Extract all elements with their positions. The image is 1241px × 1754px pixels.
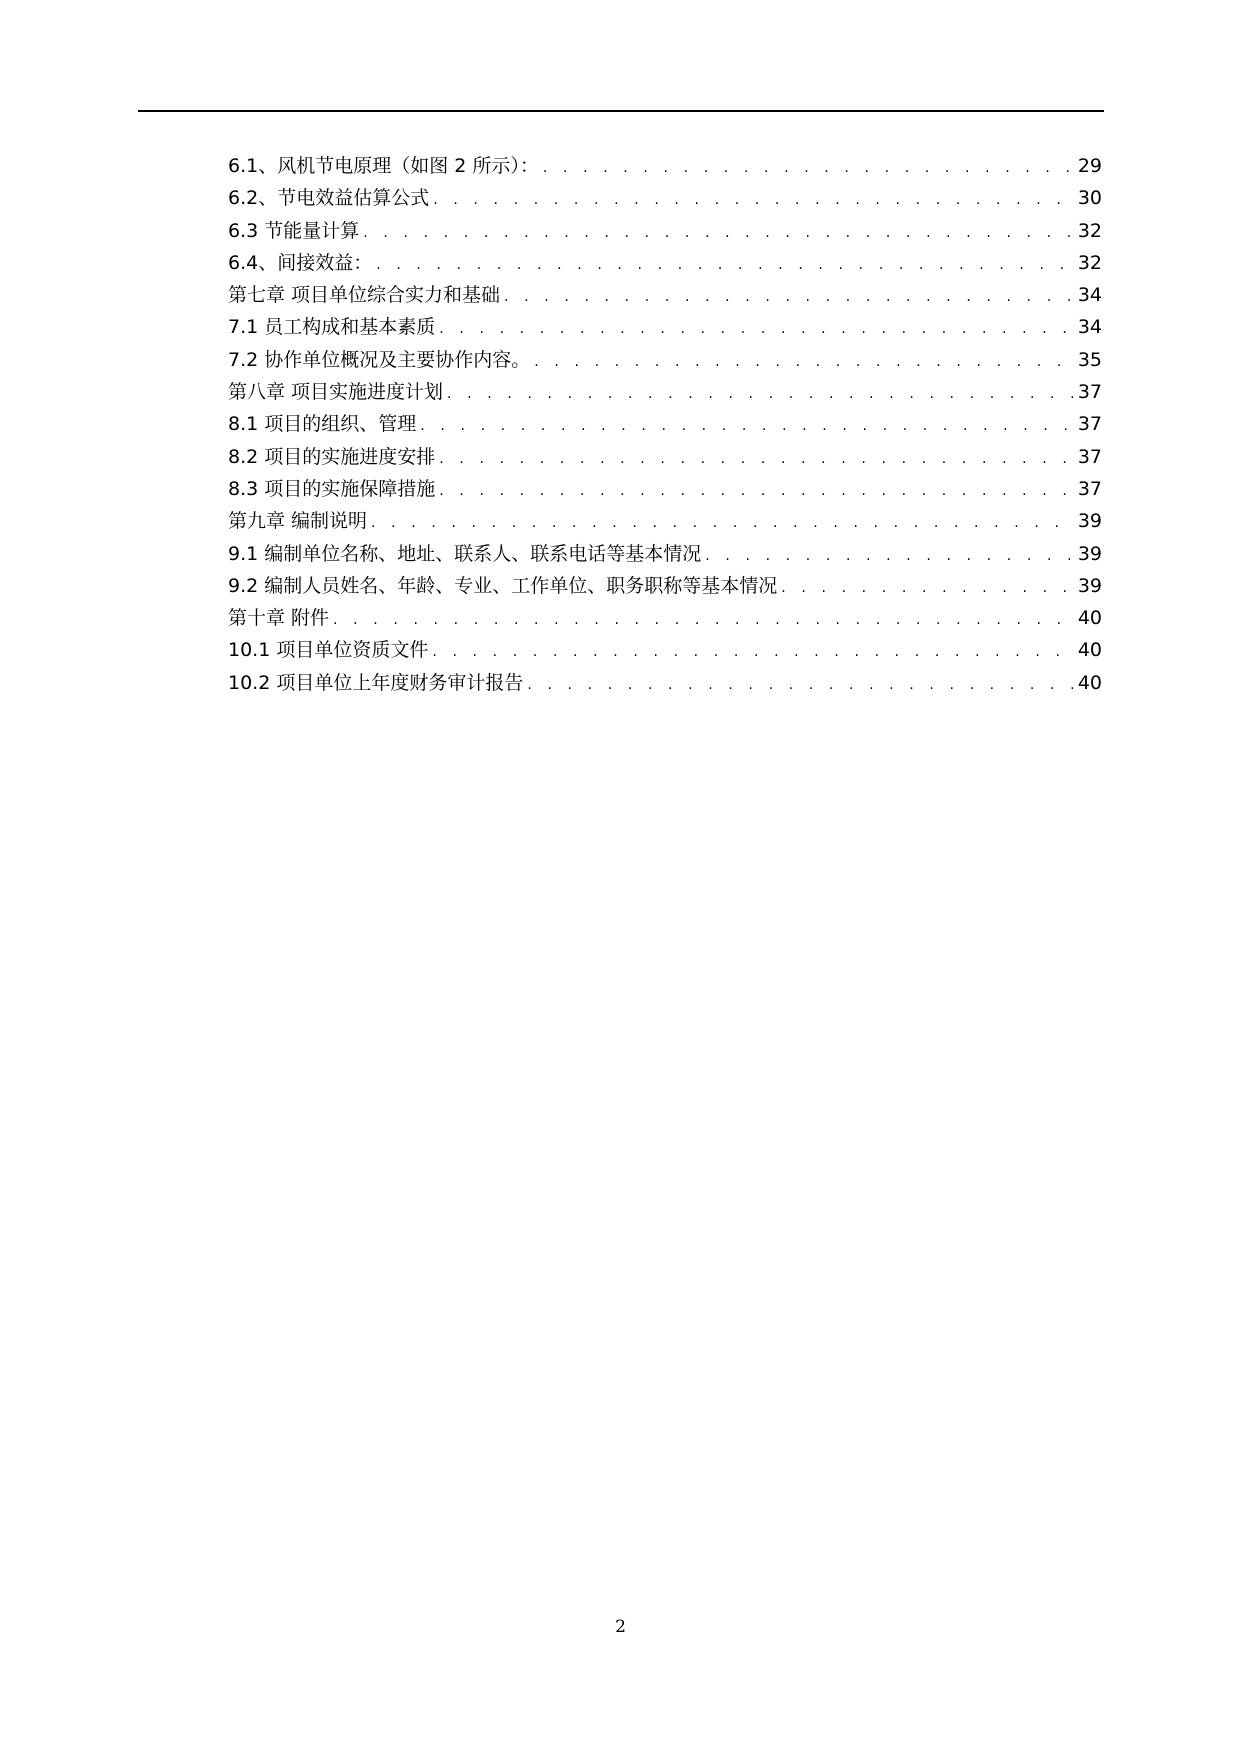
- toc-leader-dots: [543, 152, 1074, 184]
- toc-entry-page: 40: [1077, 671, 1102, 694]
- toc-entry-page: 39: [1077, 510, 1102, 533]
- toc-entry-title: 6.4、间接效益：: [228, 251, 373, 274]
- toc-entry-title: 6.2、节电效益估算公式: [228, 187, 430, 210]
- toc-entry[interactable]: [228, 150, 1102, 182]
- toc-entry-page: 34: [1077, 316, 1102, 339]
- toc-entry-title: 7.1 员工构成和基本素质: [228, 316, 436, 339]
- toc-entry[interactable]: [228, 570, 1102, 602]
- page-number: 2: [615, 1617, 626, 1637]
- toc-entry[interactable]: [228, 376, 1102, 408]
- toc-entry[interactable]: [228, 182, 1102, 214]
- toc-leader-dots: [333, 604, 1074, 636]
- toc-entry-page: 37: [1077, 445, 1102, 468]
- toc-leader-dots: [439, 313, 1074, 345]
- toc-entry-title: 7.2 协作单位概况及主要协作内容。: [228, 348, 531, 371]
- toc-leader-dots: [376, 249, 1074, 281]
- toc-entry[interactable]: [228, 441, 1102, 473]
- toc-leader-dots: [447, 378, 1074, 410]
- toc-entry-page: 34: [1077, 284, 1102, 307]
- toc-entry-title: 第十章 附件: [228, 607, 330, 630]
- toc-entry-title: 6.3 节能量计算: [228, 219, 360, 242]
- toc-leader-dots: [781, 572, 1074, 604]
- toc-entry[interactable]: [228, 247, 1102, 279]
- toc-entry-title: 8.2 项目的实施进度安排: [228, 445, 436, 468]
- toc-entry[interactable]: [228, 667, 1102, 699]
- toc-entry-page: 39: [1077, 542, 1102, 565]
- toc-entry-title: 6.1、风机节电原理（如图 2 所示）：: [228, 155, 539, 177]
- toc-leader-dots: [371, 507, 1074, 539]
- table-of-contents: [228, 150, 1102, 699]
- toc-entry[interactable]: [228, 215, 1102, 247]
- toc-leader-dots: [439, 443, 1074, 475]
- toc-entry-page: 40: [1077, 639, 1102, 662]
- toc-entry-page: 32: [1077, 251, 1102, 274]
- toc-entry-title: 8.1 项目的组织、管理: [228, 413, 417, 436]
- toc-entry-title: 第七章 项目单位综合实力和基础: [228, 284, 501, 307]
- toc-entry[interactable]: [228, 311, 1102, 343]
- toc-entry-title: 8.3 项目的实施保障措施: [228, 477, 436, 500]
- toc-leader-dots: [534, 346, 1074, 378]
- toc-entry-page: 35: [1077, 348, 1102, 371]
- toc-entry-page: 40: [1077, 607, 1102, 630]
- toc-leader-dots: [433, 184, 1074, 216]
- toc-entry[interactable]: [228, 344, 1102, 376]
- toc-entry[interactable]: [228, 279, 1102, 311]
- toc-entry-title: 第八章 项目实施进度计划: [228, 381, 444, 404]
- toc-entry-title: 10.2 项目单位上年度财务审计报告: [228, 671, 524, 694]
- toc-leader-dots: [439, 475, 1074, 507]
- toc-leader-dots: [432, 636, 1073, 668]
- toc-leader-dots: [705, 540, 1074, 572]
- header-rule: [138, 110, 1104, 112]
- toc-entry[interactable]: [228, 505, 1102, 537]
- toc-leader-dots: [363, 217, 1074, 249]
- toc-entry[interactable]: [228, 473, 1102, 505]
- toc-entry-page: 30: [1077, 187, 1102, 210]
- toc-entry-page: 32: [1077, 219, 1102, 242]
- toc-entry[interactable]: [228, 408, 1102, 440]
- toc-entry-page: 37: [1077, 381, 1102, 404]
- toc-leader-dots: [527, 669, 1073, 701]
- toc-entry-page: 39: [1077, 574, 1102, 597]
- toc-entry[interactable]: [228, 634, 1102, 666]
- toc-entry-page: 29: [1077, 155, 1102, 177]
- toc-leader-dots: [504, 281, 1074, 313]
- toc-entry[interactable]: [228, 602, 1102, 634]
- toc-entry-page: 37: [1077, 477, 1102, 500]
- toc-entry-page: 37: [1077, 413, 1102, 436]
- toc-entry-title: 9.2 编制人员姓名、年龄、专业、工作单位、职务职称等基本情况: [228, 574, 778, 597]
- toc-entry-title: 第九章 编制说明: [228, 510, 368, 533]
- toc-entry-title: 10.1 项目单位资质文件: [228, 639, 429, 662]
- toc-entry[interactable]: [228, 538, 1102, 570]
- toc-leader-dots: [420, 410, 1074, 442]
- toc-entry-title: 9.1 编制单位名称、地址、联系人、联系电话等基本情况: [228, 542, 702, 565]
